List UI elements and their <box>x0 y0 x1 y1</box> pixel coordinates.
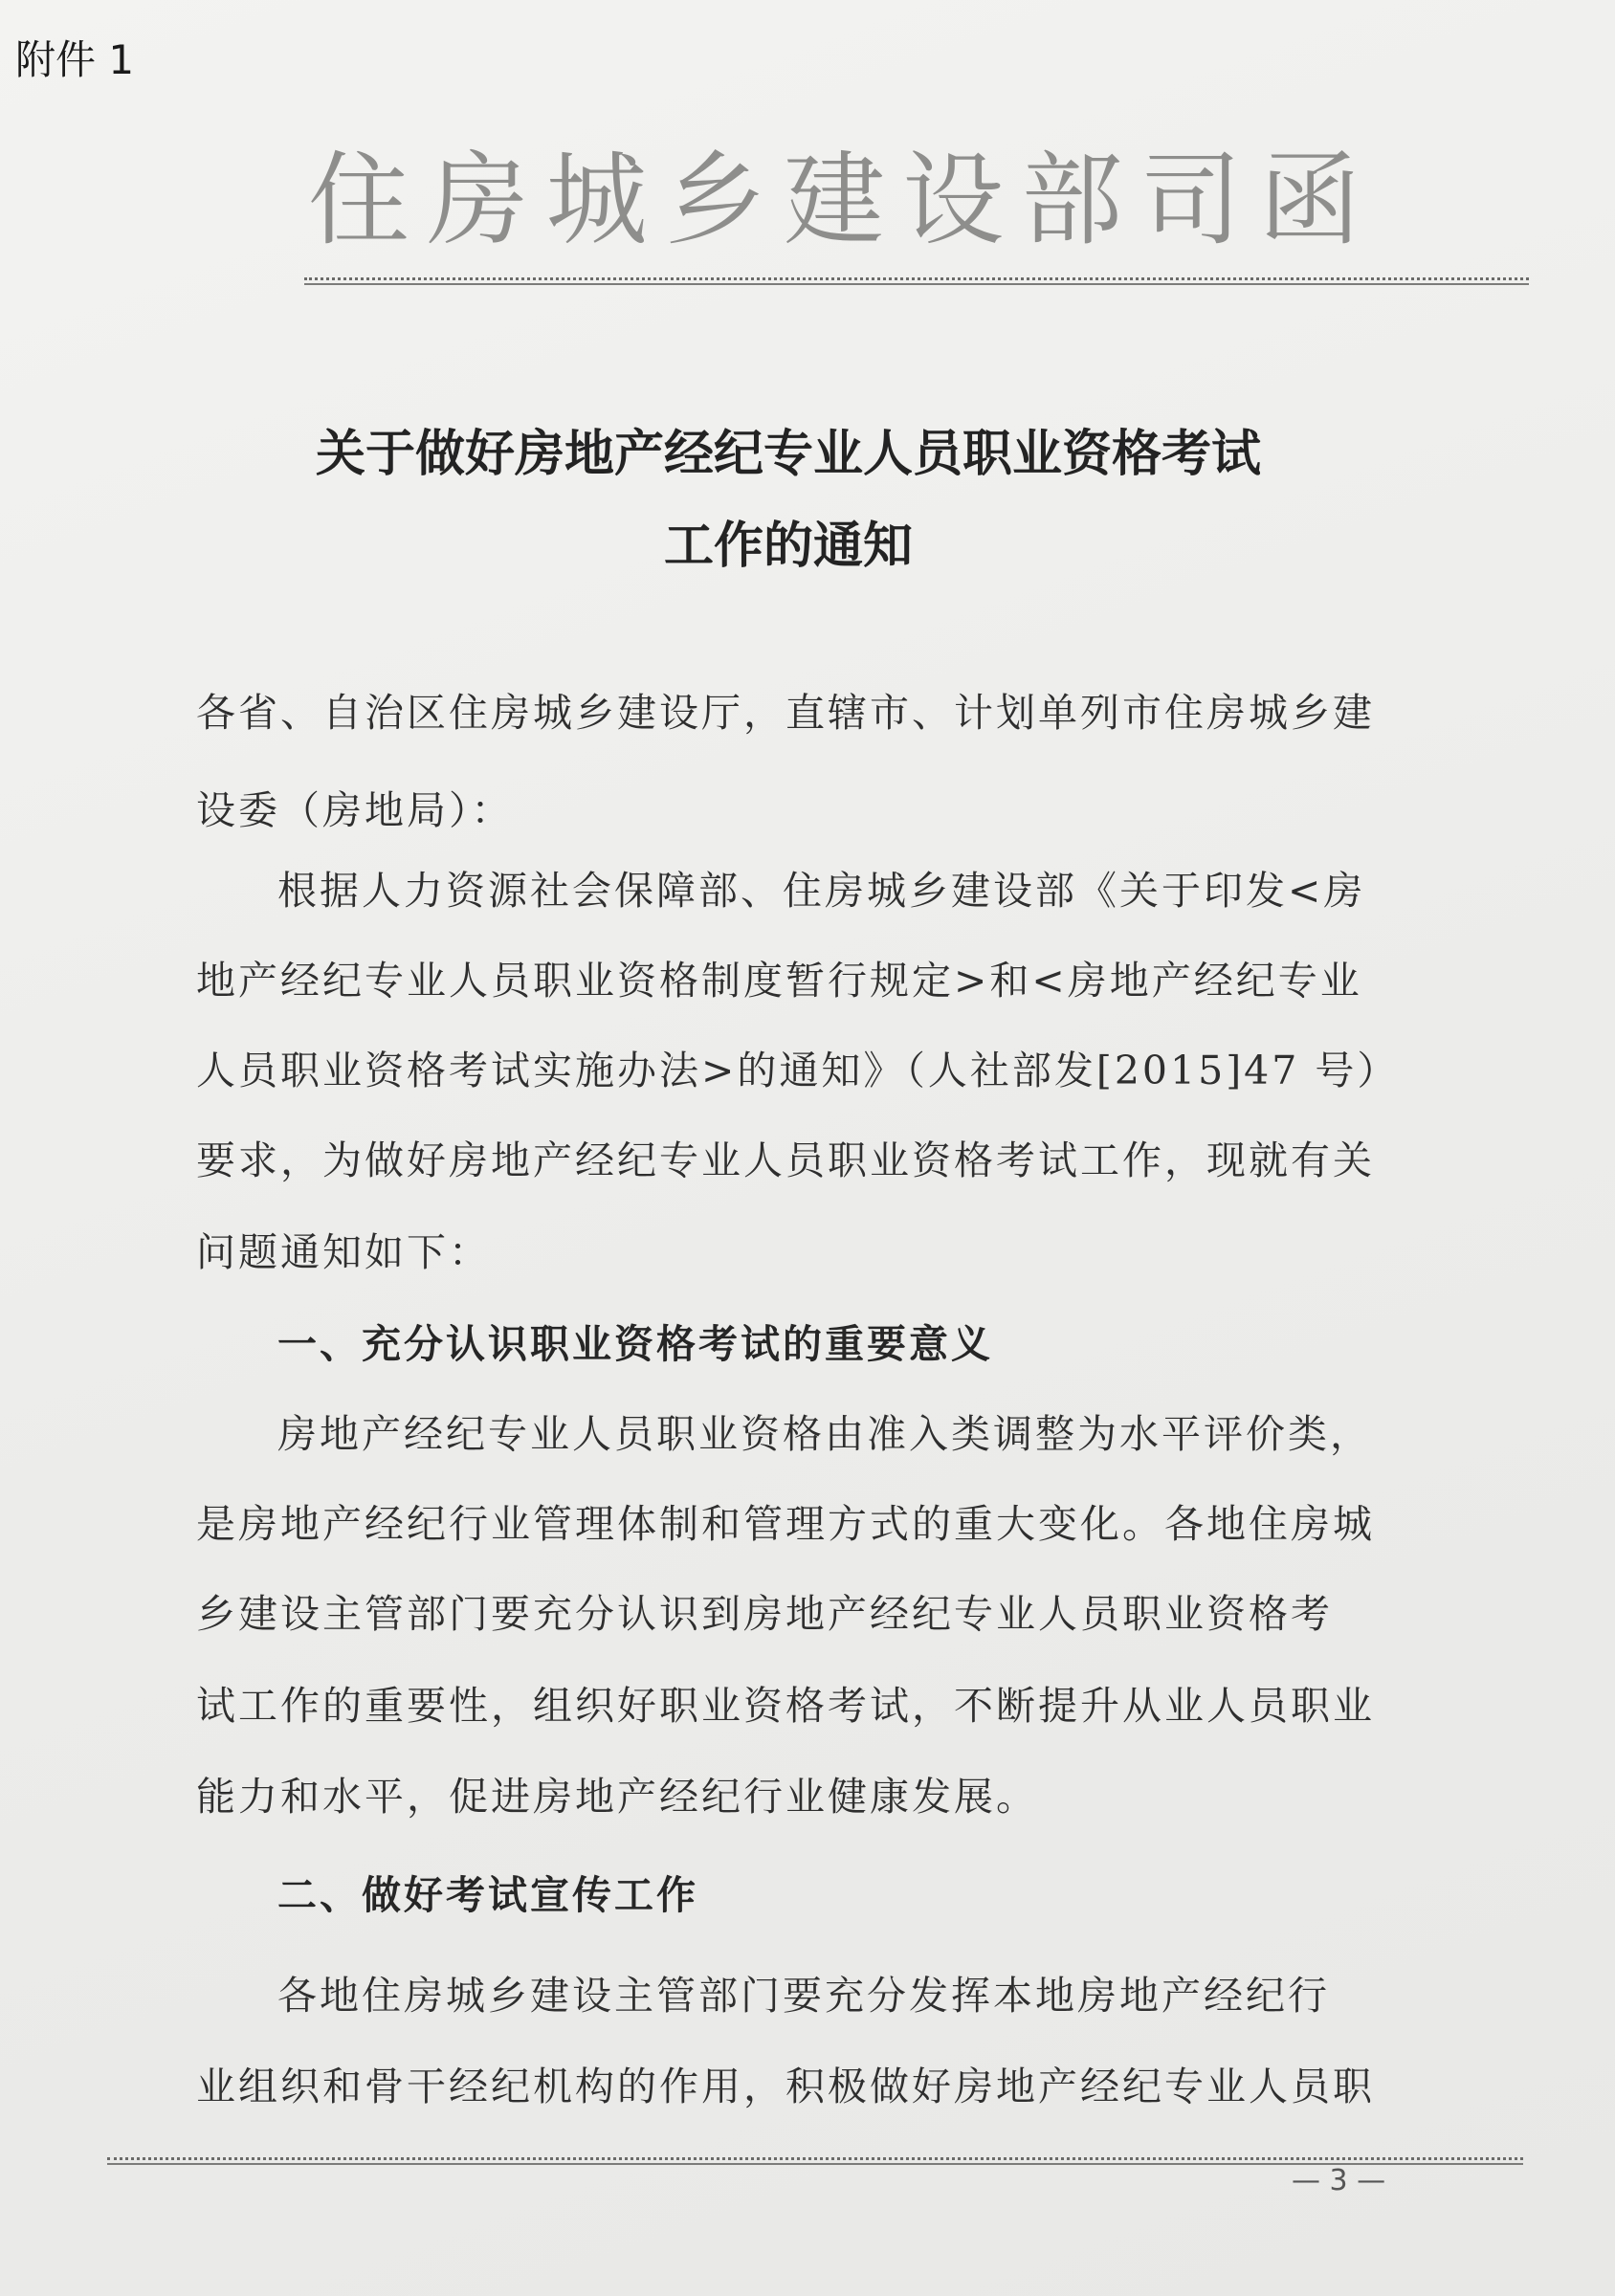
intro-line: 根据人力资源社会保障部、住房城乡建设部《关于印发<房 <box>277 868 1366 914</box>
letterhead-char: 设 <box>902 142 1005 259</box>
addressee-line-1: 各省、自治区住房城乡建设厅，直辖市、计划单列市住房城乡建 <box>196 690 1375 736</box>
letterhead-char: 部 <box>1021 142 1123 259</box>
section-1-line: 乡建设主管部门要充分认识到房地产经纪专业人员职业资格考 <box>196 1591 1333 1637</box>
letterhead-char: 建 <box>784 142 885 259</box>
intro-line: 问题通知如下： <box>196 1229 491 1275</box>
letterhead <box>308 134 1361 268</box>
letterhead-char: 房 <box>427 142 529 259</box>
document-title-line-1: 关于做好房地产经纪专业人员职业资格考试 <box>315 425 1261 483</box>
footer-divider <box>107 2157 1523 2160</box>
section-1-line: 房地产经纪专业人员职业资格由准入类调整为水平评价类， <box>277 1411 1372 1457</box>
intro-line: 人员职业资格考试实施办法>的通知》（人社部发[2015]47 号） <box>196 1048 1400 1093</box>
document-title-line-2: 工作的通知 <box>663 517 913 575</box>
letterhead-char: 城 <box>545 142 648 259</box>
intro-line: 要求，为做好房地产经纪专业人员职业资格考试工作，现就有关 <box>196 1137 1375 1183</box>
intro-line: 地产经纪专业人员职业资格制度暂行规定>和<房地产经纪专业 <box>196 958 1362 1004</box>
letterhead-char: 乡 <box>664 142 766 259</box>
section-1-line: 是房地产经纪行业管理体制和管理方式的重大变化。各地住房城 <box>196 1501 1375 1547</box>
letterhead-divider <box>304 277 1529 280</box>
attachment-label: 附件 1 <box>15 36 135 83</box>
section-1-line: 试工作的重要性，组织好职业资格考试，不断提升从业人员职业 <box>196 1683 1375 1729</box>
section-1-heading: 一、充分认识职业资格考试的重要意义 <box>277 1321 993 1367</box>
section-2-line: 业组织和骨干经纪机构的作用，积极做好房地产经纪专业人员职 <box>196 2064 1375 2109</box>
section-2-heading: 二、做好考试宣传工作 <box>277 1872 698 1918</box>
addressee-line-2: 设委（房地局）： <box>196 787 514 833</box>
letterhead-char: 函 <box>1259 142 1361 259</box>
letterhead-char: 住 <box>308 142 409 259</box>
section-2-line: 各地住房城乡建设主管部门要充分发挥本地房地产经纪行 <box>277 1973 1330 2019</box>
section-1-line: 能力和水平，促进房地产经纪行业健康发展。 <box>196 1774 1038 1820</box>
page-number: — 3 — <box>1292 2164 1386 2197</box>
letterhead-char: 司 <box>1139 142 1242 259</box>
